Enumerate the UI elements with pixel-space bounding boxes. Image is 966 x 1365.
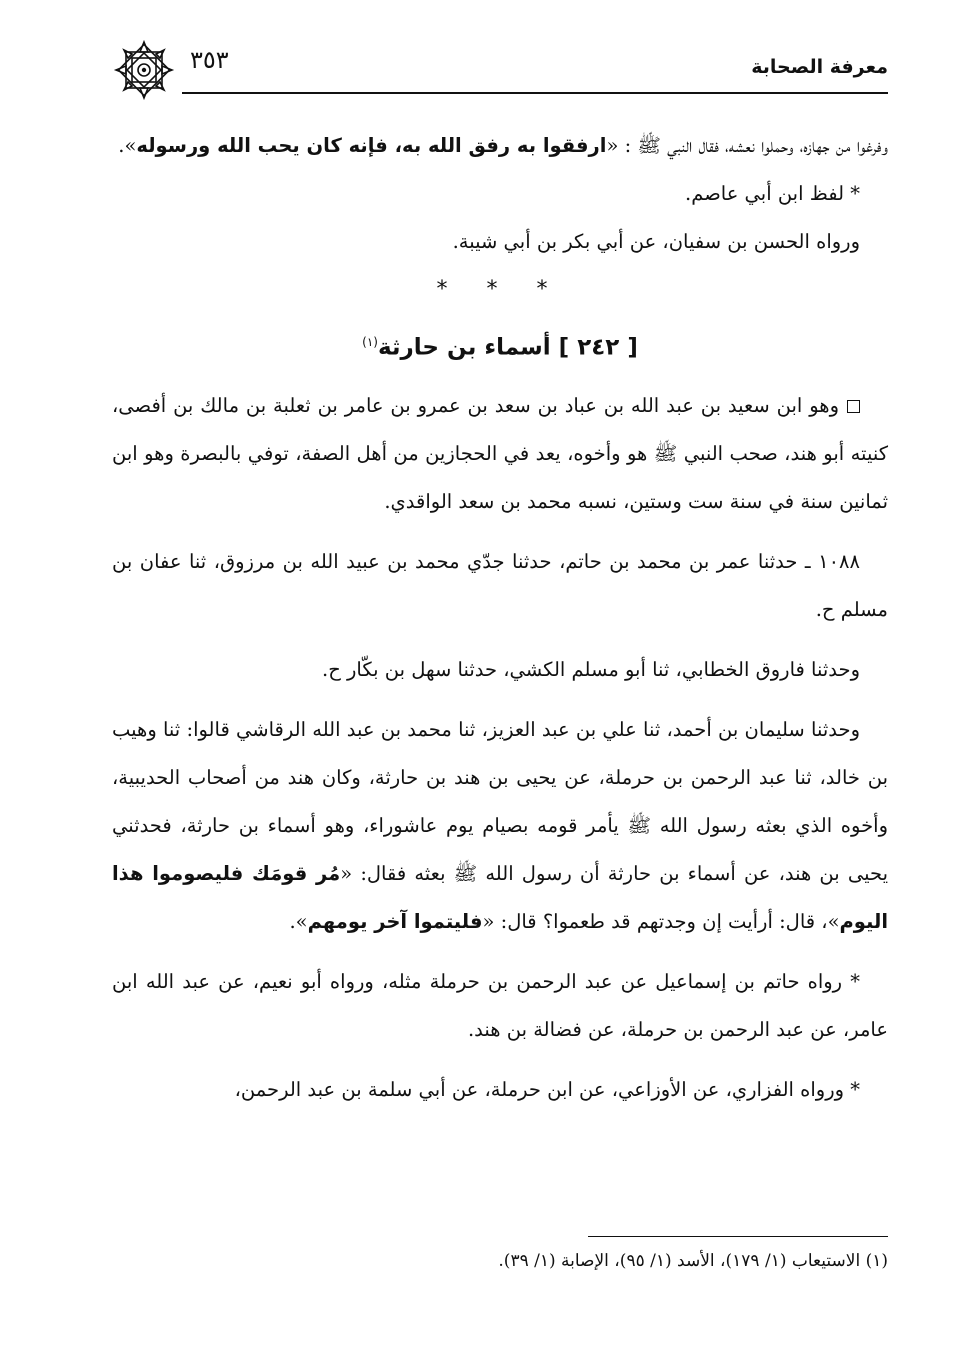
header-divider	[182, 92, 888, 94]
prophet-quote-2: مُر قومَك فليصوموا هذا اليوم	[112, 861, 888, 933]
footnote-marker: (١)	[362, 335, 378, 349]
page-number: ٣٥٣	[190, 46, 229, 74]
narration-paragraph-1: * رواه حاتم بن إسماعيل عن عبد الرحمن بن حرملة مثله، ورواه أبو نعيم، عن عبد الله ابن عامر، عن عبد الرحمن بن حرملة، عن فضالة بن هند.	[112, 969, 888, 1041]
square-bullet-icon	[847, 400, 860, 413]
paragraph-3: ورواه الحسن بن سفيان، عن أبي بكر بن أبي شيبة.	[452, 230, 860, 253]
section-heading-text: [ ٢٤٢ ] أسماء بن حارثة	[377, 334, 638, 361]
section-separator-stars: * * *	[436, 277, 564, 302]
biography-paragraph	[112, 382, 888, 526]
paragraph-2: * لفظ ابن أبي عاصم.	[685, 182, 860, 205]
paragraph-chain-3-text: وحدثنا سليمان بن أحمد، ثنا علي بن عبد العزيز، ثنا محمد بن عبد الله الرقاشي قالوا: ثنا وهيب بن خالد، ثنا عبد الرحمن بن حرملة، عن يحيى بن هند بن حارثة، وكان هند من أصحاب الحديبية، وأخوه الذي بعثه رسول الله ﷺ يأمر قومه بصيام يوم عاشوراء، وهو أسماء بن حارثة، فحدثني يحيى بن هند، عن أسماء بن حارثة أن رسول الله ﷺ بعثه فقال: «	[112, 717, 889, 885]
hadith-paragraph-1088: ١٠٨٨ ـ حدثنا عمر بن محمد بن حاتم، حدثنا جدّي محمد بن عبيد الله بن مرزوق، ثنا عفان بن مسلم ح.	[112, 549, 888, 621]
prophet-quote-3: فليتموا آخر يومهم	[307, 909, 483, 933]
paragraph-1-intro: وفرغوا من جهازه، وحملوا نعشه، فقال النبي ﷺ : «	[606, 134, 888, 157]
prophet-quote-1: ارفقوا به رفق الله به، فإنه كان يحب الله ورسوله	[136, 134, 607, 157]
page-body	[112, 122, 888, 1126]
section-heading	[112, 318, 888, 372]
footnote: (١) الاستيعاب (١/ ١٧٩)، الأسد (١/ ٩٥)، الإصابة (١/ ٣٩).	[498, 1251, 888, 1271]
page-header	[112, 38, 888, 100]
paragraph-1-end: ».	[118, 134, 137, 157]
narration-paragraph-2: * ورواه الفزاري، عن الأوزاعي، عن ابن حرملة، عن أبي سلمة بن عبد الرحمن،	[234, 1077, 860, 1101]
star-ornament-icon	[112, 38, 176, 102]
biography-text: وهو ابن سعيد بن عبد الله بن عباد بن سعد بن عمرو بن عامر بن ثعلبة بن مالك بن أفصى، كنيته أبو هند، صحب النبي ﷺ هو وأخوه، يعد في الحجازين من أهل الصفة، توفي بالبصرة وهو ابن ثمانين سنة في سنة ست وستين، نسبه محمد بن سعد الواقدي.	[112, 393, 888, 513]
footnote-divider	[588, 1236, 888, 1237]
paragraph-chain-3	[112, 706, 888, 946]
paragraph-chain-2: وحدثنا فاروق الخطابي، ثنا أبو مسلم الكشي، حدثنا سهل بن بكّار ح.	[322, 657, 860, 681]
running-title: معرفة الصحابة	[751, 56, 888, 78]
paragraph-chain-3-end: ».	[289, 909, 308, 933]
paragraph-chain-3-middle: »، قال: أرأيت إن وجدتهم قد طعموا؟ قال: «	[482, 909, 840, 933]
paragraph-1	[112, 122, 888, 170]
